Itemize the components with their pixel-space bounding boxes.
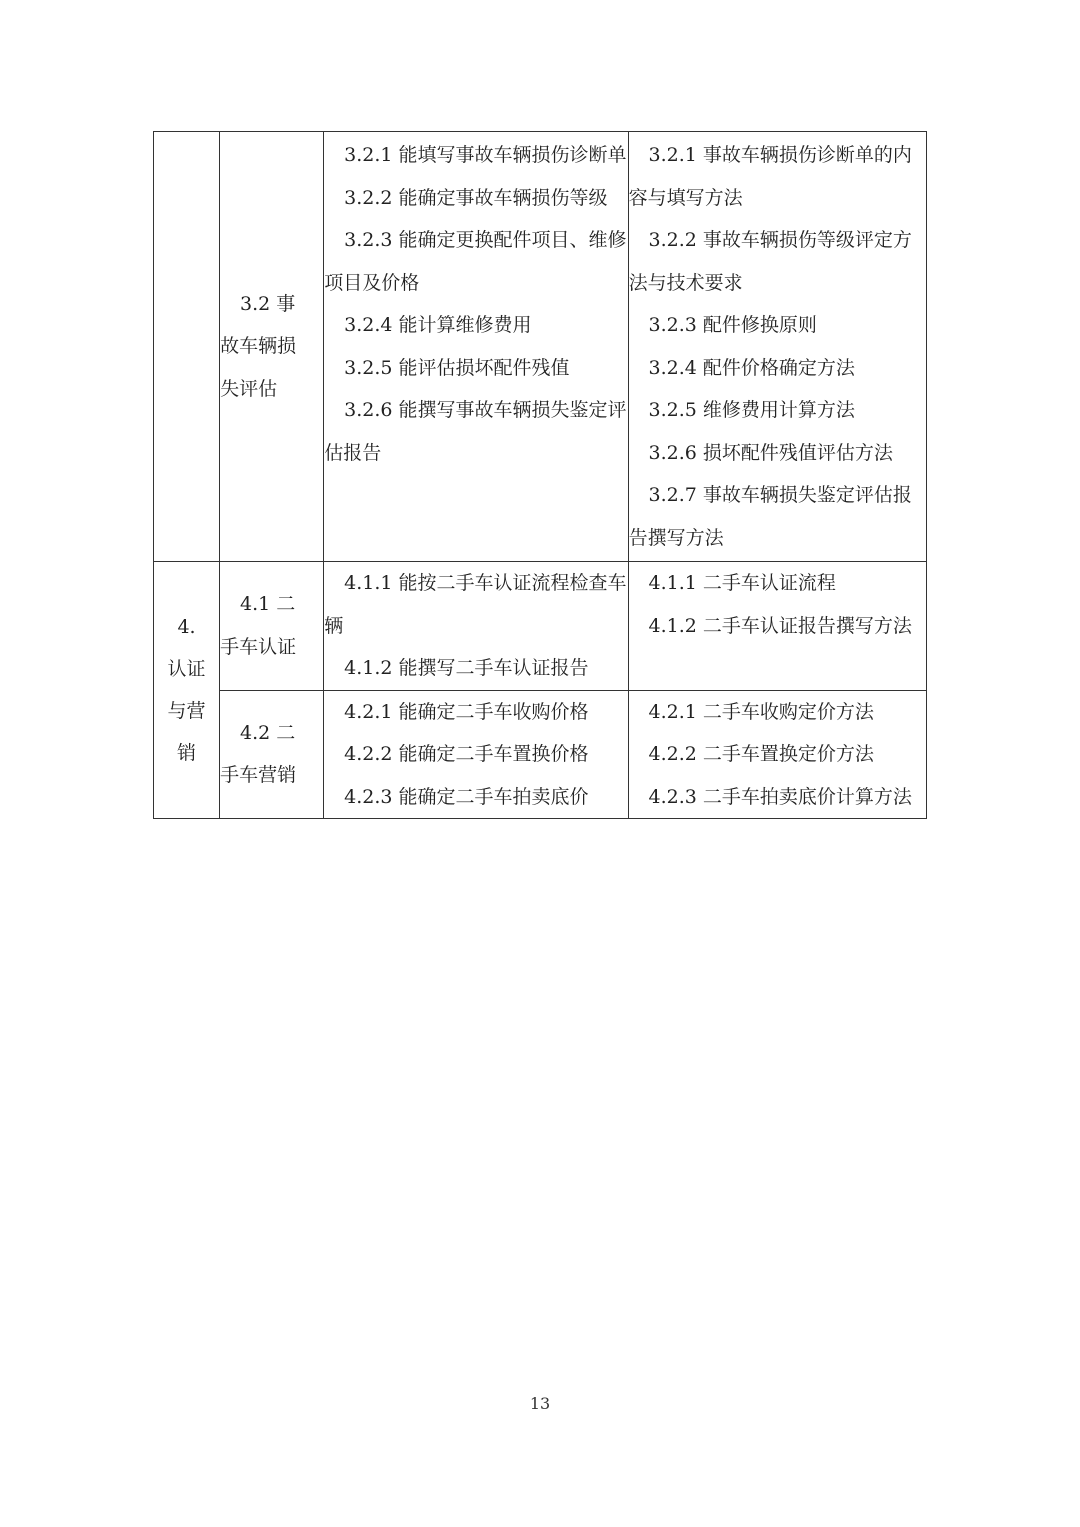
skill-item: 3.2.4 能计算维修费用 xyxy=(344,314,532,336)
knowledge-cell xyxy=(628,690,926,819)
subsection-label-line: 故车辆损 xyxy=(220,335,297,358)
knowledge-item: 4.2.2 二手车置换定价方法 xyxy=(648,743,874,765)
subsection-cell xyxy=(220,562,324,691)
subsection-cell xyxy=(220,690,324,819)
skill-item: 4.1.2 能撰写二手车认证报告 xyxy=(344,657,589,679)
table-row xyxy=(154,132,927,562)
subsection-label-line: 手车认证 xyxy=(220,635,297,658)
module-cell-empty xyxy=(154,132,220,562)
subsection-label-line: 失评估 xyxy=(220,377,278,400)
knowledge-item: 3.2.4 配件价格确定方法 xyxy=(648,356,855,379)
subsection-cell xyxy=(220,132,324,562)
knowledge-item: 3.2.1 事故车辆损伤诊断单的内容与填写方法 xyxy=(628,144,912,209)
knowledge-item: 3.2.5 维修费用计算方法 xyxy=(648,399,855,421)
skill-item: 4.1.1 能按二手车认证流程检查车辆 xyxy=(324,572,627,637)
standards-table xyxy=(153,131,927,819)
skills-cell xyxy=(324,132,628,562)
module-label-line: 与营 xyxy=(167,700,206,722)
subsection-label-line: 3.2 事 xyxy=(240,292,296,315)
subsection-label-line: 手车营销 xyxy=(220,764,297,787)
knowledge-item: 3.2.7 事故车辆损失鉴定评估报告撰写方法 xyxy=(628,484,912,549)
skill-item: 4.2.1 能确定二手车收购价格 xyxy=(344,700,589,723)
subsection-label-line: 4.2 二 xyxy=(240,721,296,744)
knowledge-item: 3.2.2 事故车辆损伤等级评定方法与技术要求 xyxy=(628,229,912,294)
skill-item: 3.2.6 能撰写事故车辆损失鉴定评估报告 xyxy=(324,399,627,464)
table-row xyxy=(154,690,927,819)
knowledge-item: 4.2.1 二手车收购定价方法 xyxy=(648,700,874,723)
knowledge-item: 3.2.6 损坏配件残值评估方法 xyxy=(648,441,893,464)
page-number: 13 xyxy=(529,1394,551,1413)
knowledge-cell xyxy=(628,132,926,562)
knowledge-item: 4.1.1 二手车认证流程 xyxy=(648,572,836,594)
module-label-line: 4. xyxy=(177,616,196,638)
skill-item: 3.2.1 能填写事故车辆损伤诊断单 xyxy=(344,144,627,166)
skills-cell xyxy=(324,562,628,691)
knowledge-item: 4.1.2 二手车认证报告撰写方法 xyxy=(648,614,912,637)
skill-item: 3.2.2 能确定事故车辆损伤等级 xyxy=(344,186,608,209)
module-label-line: 销 xyxy=(177,742,197,764)
skill-item: 4.2.2 能确定二手车置换价格 xyxy=(344,743,589,765)
subsection-label-line: 4.1 二 xyxy=(240,593,296,616)
module-label-line: 认证 xyxy=(167,658,206,680)
skill-item: 4.2.3 能确定二手车拍卖底价 xyxy=(344,785,589,808)
table-row xyxy=(154,562,927,691)
knowledge-item: 4.2.3 二手车拍卖底价计算方法 xyxy=(648,785,912,808)
knowledge-cell xyxy=(628,562,926,691)
knowledge-item: 3.2.3 配件修换原则 xyxy=(648,314,817,336)
skills-cell xyxy=(324,690,628,819)
skill-item: 3.2.5 能评估损坏配件残值 xyxy=(344,356,570,379)
skill-item: 3.2.3 能确定更换配件项目、维修项目及价格 xyxy=(324,229,627,294)
module-cell xyxy=(154,562,220,819)
